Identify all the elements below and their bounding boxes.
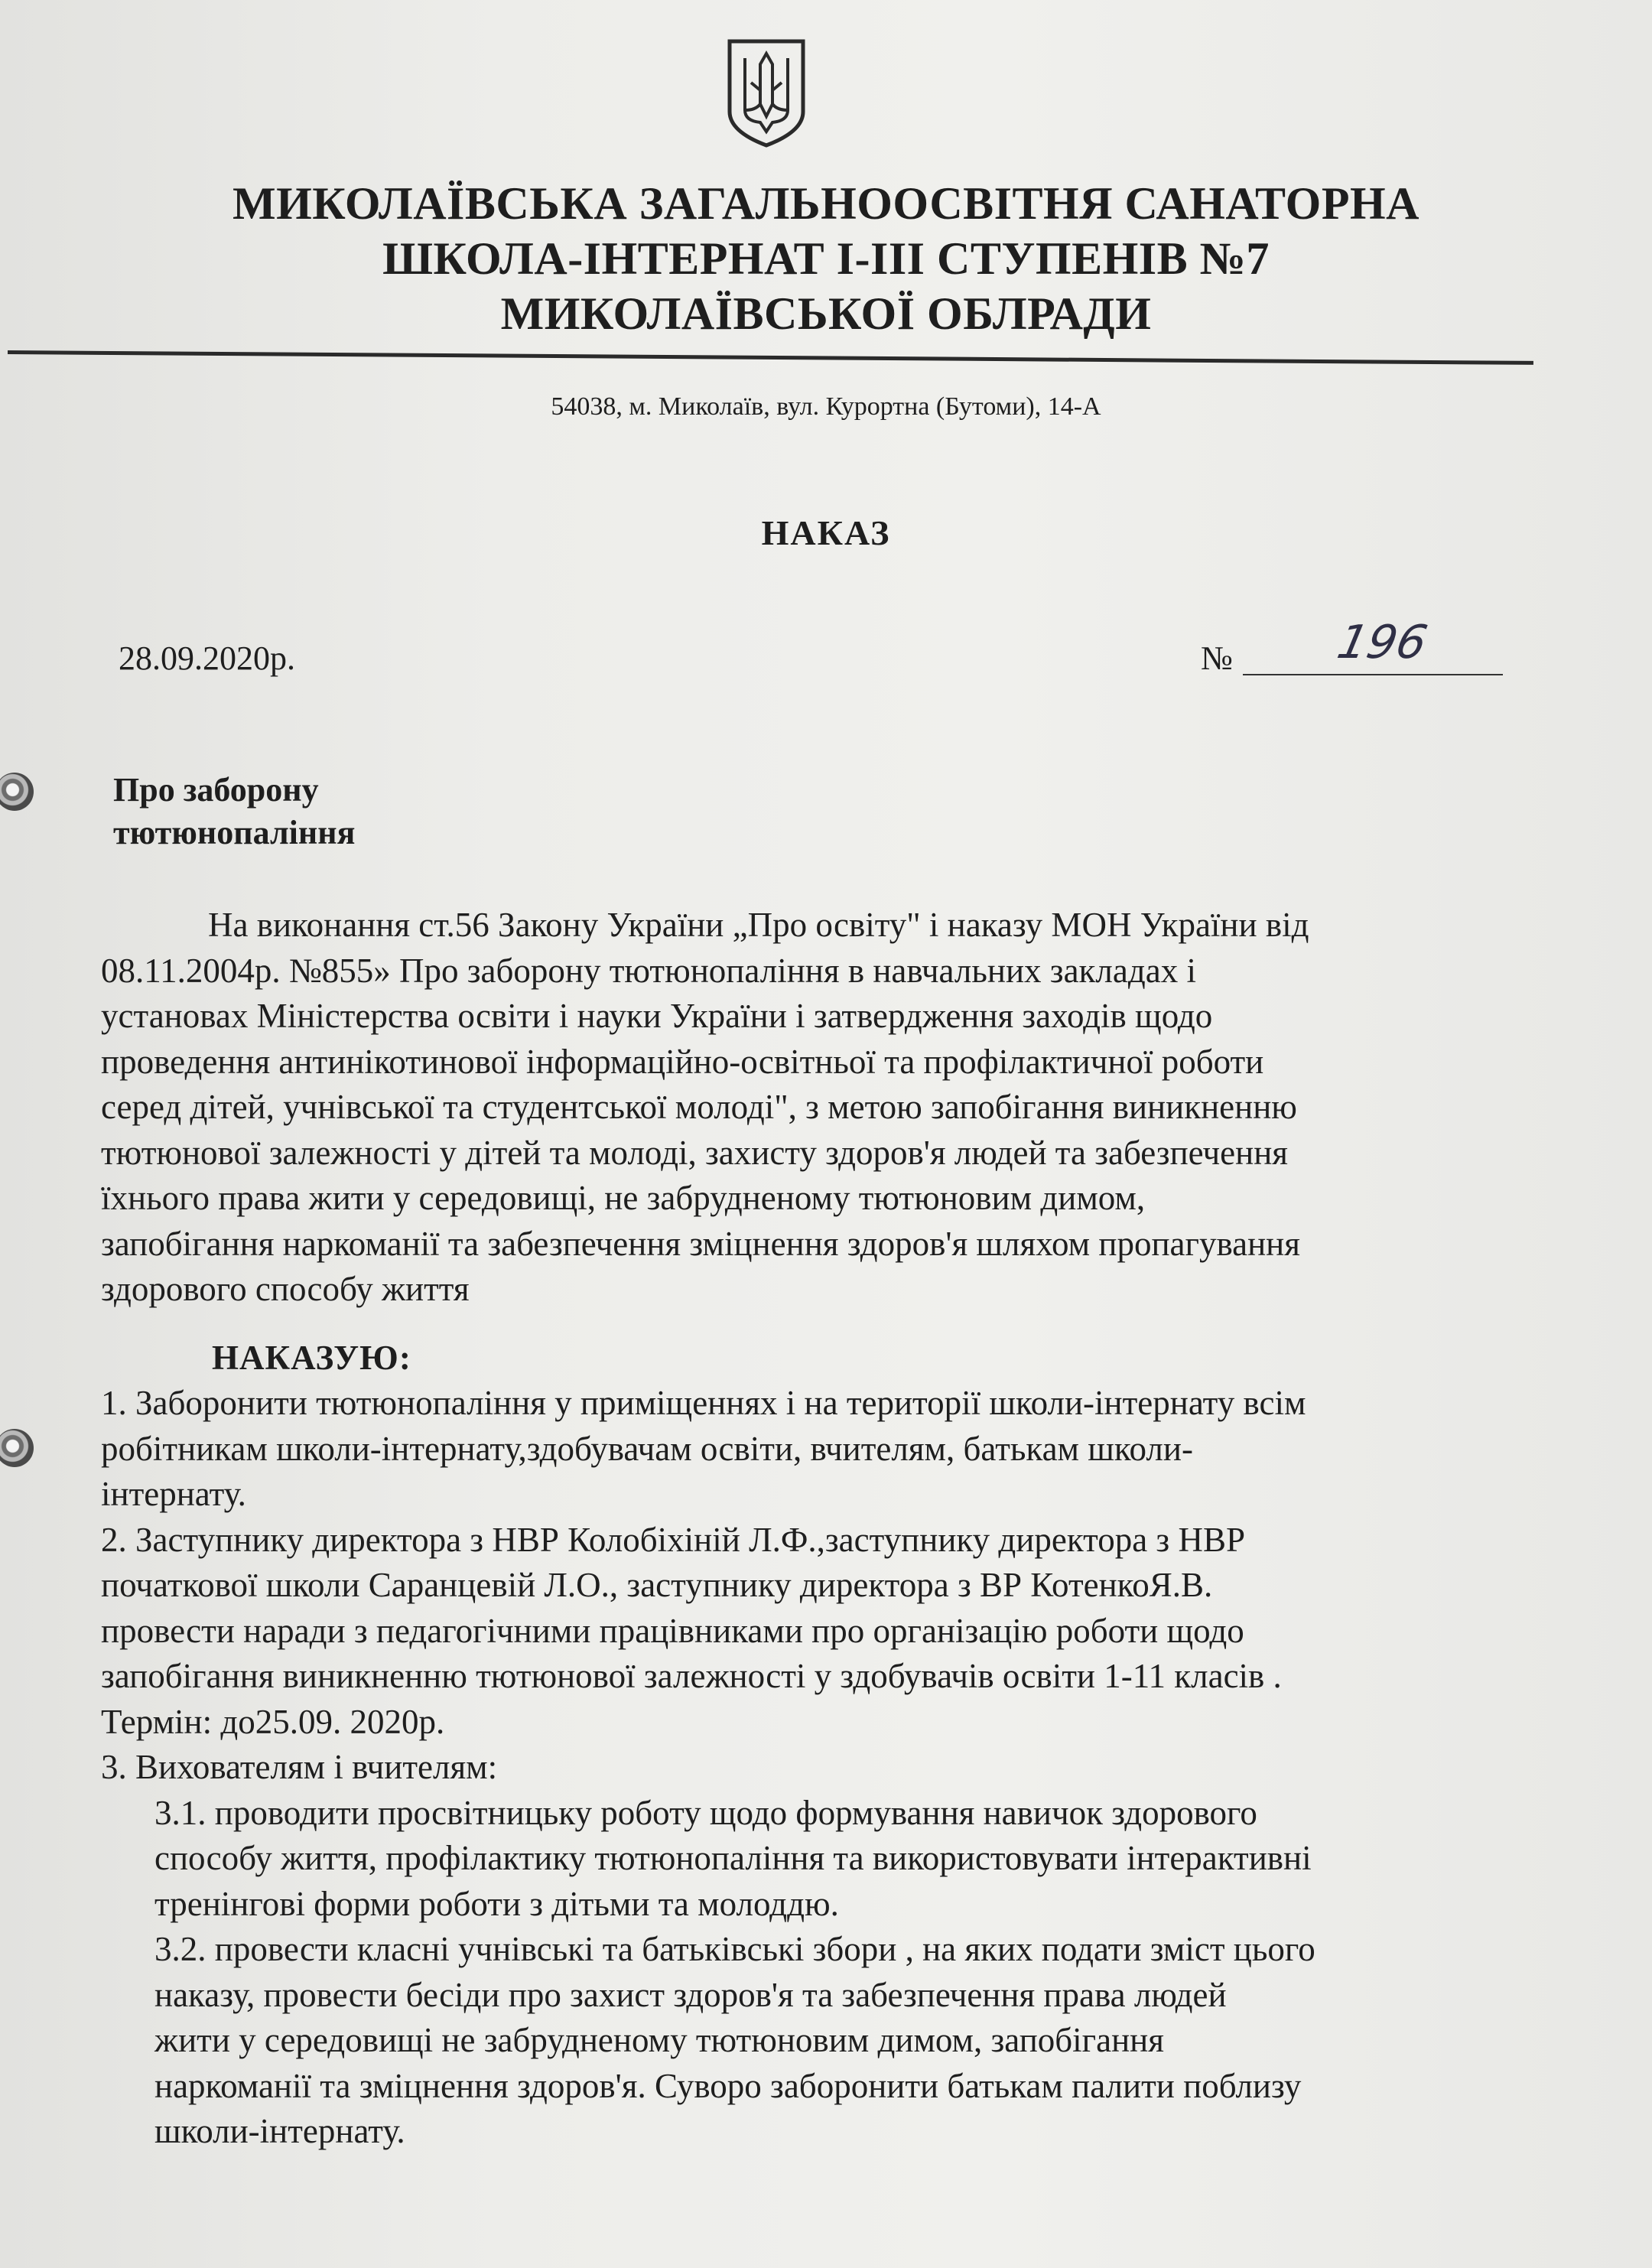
preamble-line: На виконання ст.56 Закону України „Про освіту" і наказу МОН України від [208,906,1309,944]
org-line-2: ШКОЛА-ІНТЕРНАТ І-ІІІ СТУПЕНІВ №7 [382,233,1270,284]
item-3-1-line: тренінгові форми роботи з дітьми та молоддю. [154,1884,839,1923]
order-number-handwritten: 196 [1332,616,1432,669]
preamble-line: запобігання наркоманії та забезпечення зміцнення здоров'я шляхом пропагування [101,1224,1300,1263]
item-3-1-line: способу життя, профілактику тютюнопаління та використовувати інтерактивні [154,1839,1312,1877]
tryzub-icon [725,37,808,148]
item-3-line: 3. Вихователям і вчителям: [101,1748,498,1786]
item-2-line: 2. Заступнику директора з НВР Колобіхіній Л.Ф.,заступнику директора з НВР [101,1520,1245,1559]
address: 54038, м. Миколаїв, вул. Курортна (Бутоми), 14-А [551,392,1101,421]
order-subject [113,769,355,854]
item-2-line: Термін: до25.09. 2020р. [101,1702,445,1741]
binder-ring-icon [0,1429,34,1467]
item-3-2-line: школи-інтернату. [154,2112,405,2150]
preamble-line: проведення антинікотинової інформаційно-освітньої та профілактичної роботи [101,1042,1264,1081]
preamble-line: установах Міністерства освіти і науки України і затвердження заходів щодо [101,997,1213,1035]
subject-line: тютюнопаління [113,814,356,851]
order-date: 28.09.2020р. [119,639,295,677]
item-1-line: 1. Заборонити тютюнопаління у приміщеннях і на території школи-інтернату всім [101,1384,1306,1422]
item-1-line: робітникам школи-інтернату,здобувачам освіти, вчителям, батькам школи- [101,1429,1193,1468]
item-2-line: початкової школи Саранцевій Л.О., заступнику директора з ВР КотенкоЯ.В. [101,1566,1213,1604]
preamble-line: їхнього права жити у середовищі, не забрудненому тютюновим димом, [101,1179,1146,1217]
order-title: НАКАЗ [761,513,891,552]
number-sign: № [1201,639,1233,677]
org-line-1: МИКОЛАЇВСЬКА ЗАГАЛЬНООСВІТНЯ САНАТОРНА [233,178,1419,229]
preamble-line: серед дітей, учнівської та студентської молоді", з метою запобігання виникненню [101,1088,1297,1126]
item-3-2-line: наказу, провести бесіди про захист здоров'я та забезпечення права людей [154,1975,1227,2014]
order-body [101,903,1569,2155]
item-3-1-line: 3.1. проводити просвітницьку роботу щодо формування навичок здорового [154,1793,1257,1832]
header-divider [8,350,1533,365]
preamble-line: 08.11.2004р. №855» Про заборону тютюнопаління в навчальних закладах і [101,951,1196,990]
item-3-2-line: жити у середовищі не забрудненому тютюновим димом, запобігання [154,2021,1164,2059]
number-underline [1243,674,1503,675]
org-line-3: МИКОЛАЇВСЬКОЇ ОБЛРАДИ [500,288,1152,339]
binder-ring-icon [0,773,34,811]
item-1-line: інтернату. [101,1475,246,1513]
item-2-line: провести наради з педагогічними працівниками про організацію роботи щодо [101,1611,1244,1650]
preamble-line: тютюнової залежності у дітей та молоді, захисту здоров'я людей та забезпечення [101,1133,1288,1172]
item-2-line: запобігання виникненню тютюнової залежності у здобувачів освіти 1-11 класів . [101,1657,1282,1695]
order-number [1201,616,1453,678]
item-3-2-line: наркоманії та зміцнення здоров'я. Суворо заборонити батькам палити поблизу [154,2066,1302,2105]
organization-name [0,176,1652,341]
item-3-2-line: 3.2. провести класні учнівські та батьківські збори , на яких подати зміст цього [154,1930,1315,1968]
subject-line: Про заборону [113,771,319,809]
preamble-line: здорового способу життя [101,1270,470,1308]
order-directive: НАКАЗУЮ: [212,1338,411,1377]
